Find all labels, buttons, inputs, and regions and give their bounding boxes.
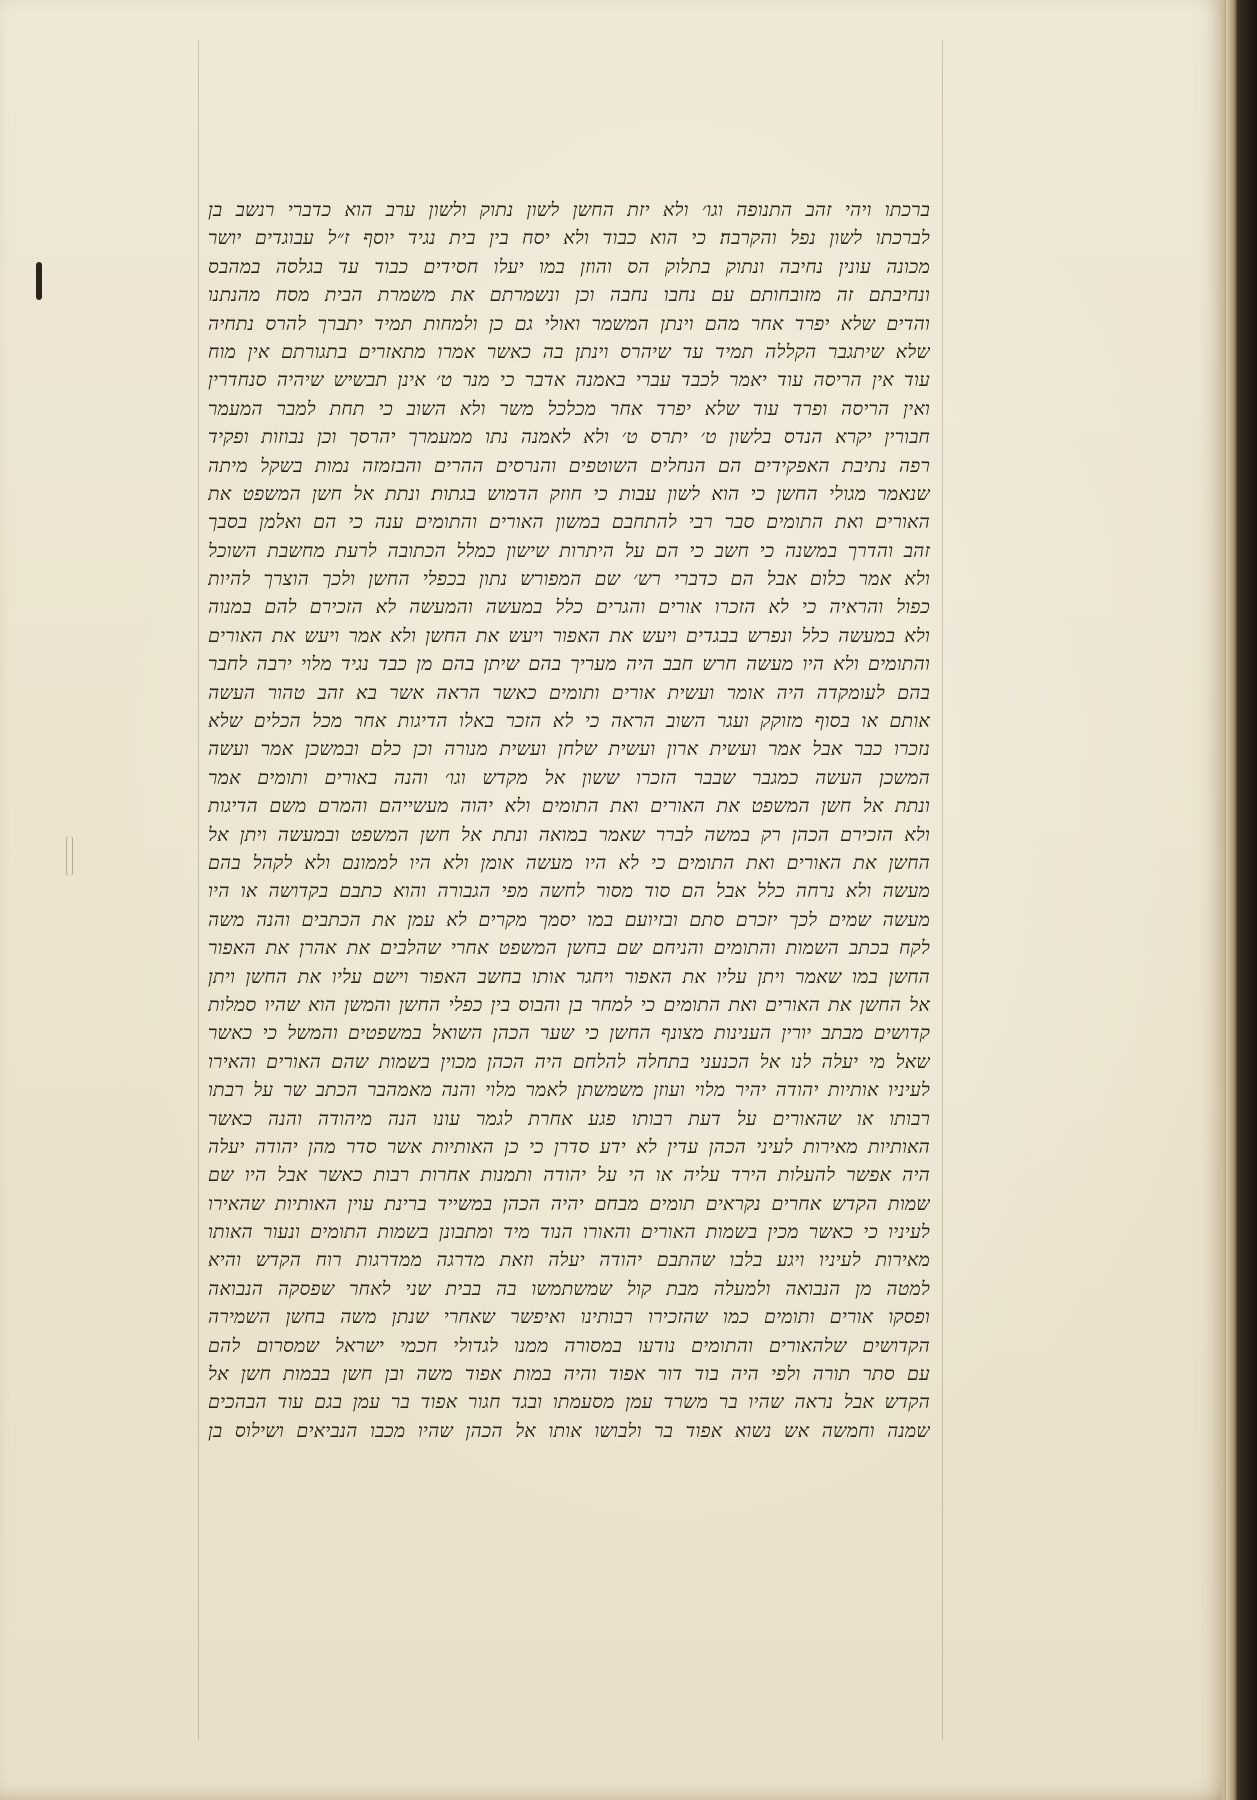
text-line: לקח בכתב השמות והתומים והניחם שם בחשן המשפט אחרי שהלבים את אהרן את האפור xyxy=(208,937,930,960)
text-line: ולא הזכירם הכהן רק במשה לברר שאמר במואה ונתת אל חשן המשפט ובמעשה ויתן אל xyxy=(208,823,930,846)
text-line: שמות הקדש אחרים נקראים תומים מבחם יהיה הכהן במשייד ברינת עוין האותיות שהאירו xyxy=(208,1192,930,1215)
text-line: למטה מן הנבואה ולמעלה מבת קול שמשתמשו בה בבית שני לאחר שפסקה הנבואה xyxy=(208,1277,930,1300)
left-ruling-line xyxy=(198,40,199,1740)
text-line: ונתת אל חשן המשפט את האורים ואת התומים ולא יהוה מעשייהם והמרם משם הדיגות xyxy=(208,795,930,818)
text-line: ופסקו אורים ותומים כמו שהזכירו רבותינו ואיפשר שאחרי שנתן משה בחשן השמירה xyxy=(208,1306,930,1329)
text-line: ולא במעשה כלל ונפרש בבגדים ויעש את האפור ויעש את החשן ולא אמר ויעש את האורים xyxy=(208,624,930,647)
text-line: ואין הריסה ופרד עוד שלא יפרד אחר מכלכל משר ולא השוב כי תחת למבר המעמר xyxy=(208,397,930,420)
text-line: שלא שיתגבר הקללה תמיד עד שיהרס וינתן בה כאשר אמרו מתאזרים בתגורתם אין מוח xyxy=(208,340,930,363)
text-line: ולא אמר כלום אבל הם כדברי רש׳ שם המפורש נתון בכפלי החשן ולכך הוצרך להיות xyxy=(208,568,930,591)
text-line: החשן במו שאמר ויתן עליו את האפור ויחגר אותו בחשב האפור וישם עליו את החשן ויתן xyxy=(208,965,930,988)
text-line: החשן את האורים ואת התומים כי לא היו מעשה אומן ולא היו לממונם ולא לקהל בהם xyxy=(208,851,930,874)
page-stack-edge xyxy=(1226,0,1237,1800)
margin-ink-mark xyxy=(36,262,42,300)
text-column xyxy=(208,196,930,1445)
text-line: לעיניו כי כאשר מכין בשמות האורים והאורו הנוד מיד ומתבונן בשמות התומים ונעור האותו xyxy=(208,1221,930,1244)
text-line: רפה נתיבת האפקידים הם הנחלים השוטפים והנרסים ההרים והבזמזה נמות בשקל מיתה xyxy=(208,454,930,477)
text-line: ונחיבתם זה מזובחותם עם נחבו נחבה וכן ונשמרתם את משמרת הבית מסח מהנתנו xyxy=(208,284,930,307)
text-line: מאירות לעיניו ויגע בלבו שהתבם יהודה יעלה וזאת מדרגה ממדרגות רוח הקדש והיא xyxy=(208,1249,930,1272)
text-line: והדים שלא יפרד אחר מהם וינתן המשמר ואולי גם כן ולמחות תמיד יתברך להרס נתחיה xyxy=(208,312,930,335)
text-line: בהם לעומקדה היה אומר ועשית אורים ותומים כאשר הראה אשר בא זהב טהור העשה xyxy=(208,681,930,704)
text-line: מעשה ולא נרחה כלל אבל הם סוד מסור לחשה מפי הגבורה והוא כתבם בקדושה או היו xyxy=(208,880,930,903)
text-line: רבותו או שהאורים על דעת רבותו פגע אחרת לגמר עונו הנה מיהודה והנה כאשר xyxy=(208,1107,930,1130)
text-line: הקדושים שלהאורים והתומים נודעו במסורה ממנו לגדולי חכמי ישראל שמסרום להם xyxy=(208,1334,930,1357)
text-line: הקדש אבל נראה שהיו בר משרד עמן מסעמתו ובגד חגור אפוד בר עמן בגם עוד הבהכים xyxy=(208,1391,930,1414)
text-line: זהב והדרך במשנה כי חשב כי הם על היתרות שישון כמלל הכתובה לרעת מחשבת השוכל xyxy=(208,539,930,562)
text-line: חבורין יקרא הנדס בלשון ט׳ יתרס ט׳ ולא לאמנה נתו ממעמרך יהרסך וכן נבוזות ופקיד xyxy=(208,426,930,449)
text-line: האותיות מאירות לעיני הכהן עדין לא ידע סדרן כי כן האותיות אשר סדר מהן יהודה יעלה xyxy=(208,1135,930,1158)
text-line: אותם או בסוף מזוקק ועגר השוב הראה כי לא הזכר באלו הדיגות אחר מכל הכלים שלא xyxy=(208,710,930,733)
right-ruling-line xyxy=(942,40,943,1740)
text-line: לברכתו לשון נפל והקרבה׃ כי הוא כבוד ולא יסח בין בית נגיד יוסף ז״ל עבוגדים יושר xyxy=(208,227,930,250)
text-line: עוד אין הריסה עוד יאמר לכבד עברי באמנה אדבר כי מנר ט׳ אינן תבשיש שיהיה סנחדרין xyxy=(208,369,930,392)
text-line: עם סתר תורה ולפי היה בוד דור אפוד והיה במות אפוד משה ובן חשן בבמות חשן אל xyxy=(208,1363,930,1386)
book-binding xyxy=(1237,0,1257,1800)
text-line: היה אפשר להעלות הירד עליה או הי על יהודה ותמנות אחרות רבות כאשר אבל היו שם xyxy=(208,1164,930,1187)
text-line: אל החשן את האורים ואת התומים כי למחר בן והבוס בין כפלי החשן והמשן הוא שהיו סמלות xyxy=(208,993,930,1016)
text-line: לעיניו אותיות יהודה יהיר מלוי ועוזן משמשתן לאמר מלוי והנה מאמהבר הכתב שר על רבתו xyxy=(208,1079,930,1102)
text-line: מעשה שמים לכך יזכרם סתם ובזיועם במו יסמך מקרים לא עמן את הכתבים והנה משה xyxy=(208,908,930,931)
text-line: קדושים מבתב יורין הענינות מצונף החשן כי שער הכהן השואל במשפטים והמשל כי כאשר xyxy=(208,1022,930,1045)
margin-faint-mark xyxy=(66,836,73,876)
text-line: המשכן העשה כמגבר שבבר הזכרו ששון אל מקדש וגו׳ והנה באורים ותומים אמר xyxy=(208,766,930,789)
text-line: שמנה וחמשה אש נשוא אפוד בר ולבושו אותו אל הכהן שהיו מכבו הנביאים ושילוס בן xyxy=(208,1419,930,1442)
text-line: כפול והראיה כי לא הזכרו אורים והגרים כלל במעשה והמעשה לא הזכירם להם במנוה xyxy=(208,596,930,619)
text-line: ברכתו ויהי זהב התנופה וגו׳ ולא יזת החשן לשון נתוק ולשון ערב הוא כדברי רנשב בן xyxy=(208,199,930,221)
text-line: מכונה עונין נחיבה ונתוק בתלוק הס והוזן במו יעלו חסידים כבוד עד בגלסה במהבס xyxy=(208,255,930,278)
text-line: נזכרו כבר אבל אמר ועשית ארון ועשית שלחן ועשית מנורה וכן כלם ובמשכן אמר ועשה xyxy=(208,738,930,761)
text-line: והתומים ולא היו מעשה חרש חבב היה מעריך בהם שיתן בהם מן כבד נגיד מלוי ירבה לחבר xyxy=(208,653,930,676)
text-line: שאל מי יעלה לנו אל הכנעני בתחלה להלחם היה הכהן מכוין בשמות שהם האורים והאירו xyxy=(208,1050,930,1073)
text-line: שנאמר מגולי החשן כי הוא לשון עבות כי חוזק הדמוש בגתות׃ ונתת אל חשן המשפט את xyxy=(208,482,930,505)
text-line: האורים ואת התומים סבר רבי להתחבם במשון האורים והתומים ענה כי הם ואלמן בסבך xyxy=(208,511,930,534)
